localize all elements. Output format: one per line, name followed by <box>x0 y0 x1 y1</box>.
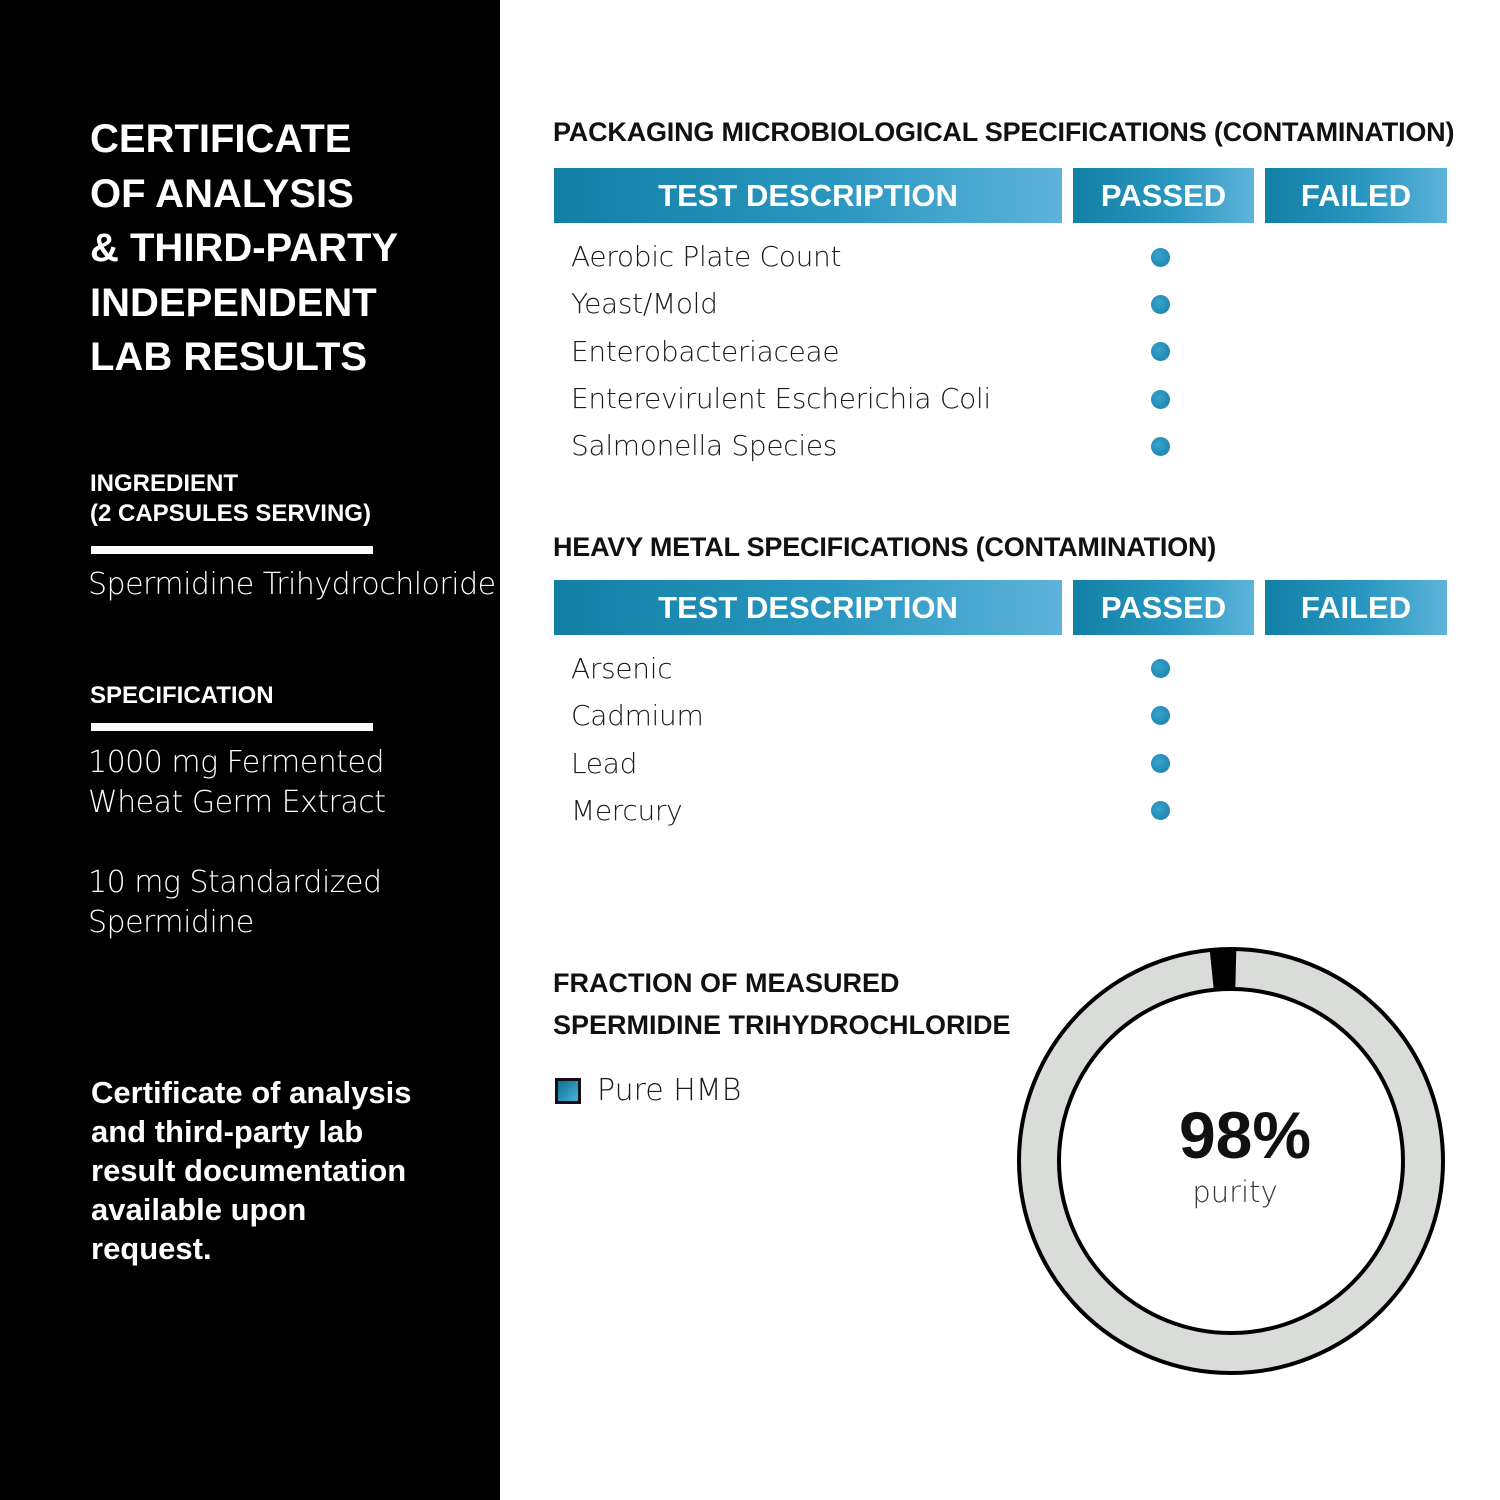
passed-dot-icon <box>1151 342 1170 361</box>
micro-header-passed: PASSED <box>1073 168 1254 223</box>
availability-note <box>91 1073 471 1268</box>
note-line: available upon <box>91 1192 307 1227</box>
note-line: request. <box>91 1231 212 1266</box>
specification-value-1 <box>88 743 386 823</box>
specification-value-2 <box>88 863 382 943</box>
fraction-title-line: SPERMIDINE TRIHYDROCHLORIDE <box>553 1010 1011 1040</box>
specification-line: 10 mg Standardized <box>88 865 382 900</box>
specification-line: Spermidine <box>88 905 254 940</box>
note-line: result documentation <box>91 1153 407 1188</box>
specification-line: Wheat Germ Extract <box>88 785 386 820</box>
micro-row-label: Aerobic Plate Count <box>571 240 842 273</box>
passed-dot-icon <box>1151 706 1170 725</box>
title-line: & THIRD-PARTY <box>90 226 399 270</box>
purity-caption: purity <box>1192 1175 1278 1209</box>
title-line: INDEPENDENT <box>90 280 377 325</box>
legend-label: Pure HMB <box>597 1073 742 1108</box>
metal-row-label: Lead <box>571 747 638 780</box>
heavy-metal-title: HEAVY METAL SPECIFICATIONS (CONTAMINATION) <box>553 532 1217 562</box>
metal-header-failed: FAILED <box>1265 580 1447 635</box>
micro-header-description: TEST DESCRIPTION <box>554 168 1062 223</box>
ingredient-heading <box>90 469 371 529</box>
specification-heading: SPECIFICATION <box>90 682 274 709</box>
passed-dot-icon <box>1151 390 1170 409</box>
legend-swatch <box>555 1078 581 1104</box>
passed-dot-icon <box>1151 437 1170 456</box>
micro-row-label: Enterobacteriaceae <box>571 335 840 368</box>
title-line: CERTIFICATE <box>90 117 352 161</box>
microbiological-title: PACKAGING MICROBIOLOGICAL SPECIFICATIONS (CONTAMINATION) <box>553 117 1455 147</box>
fraction-title <box>553 962 1011 1046</box>
passed-dot-icon <box>1151 754 1170 773</box>
specification-line: 1000 mg Fermented <box>88 745 384 780</box>
metal-row-label: Cadmium <box>571 699 704 732</box>
micro-row-label: Salmonella Species <box>571 429 838 462</box>
ingredient-heading-line: (2 CAPSULES SERVING) <box>90 500 371 527</box>
micro-header-failed: FAILED <box>1265 168 1447 223</box>
title-line: LAB RESULTS <box>90 335 368 379</box>
certificate-title <box>90 112 490 385</box>
micro-row-label: Yeast/Mold <box>571 287 718 320</box>
ingredient-value: Spermidine Trihydrochloride <box>88 567 496 602</box>
metal-header-description: TEST DESCRIPTION <box>554 580 1062 635</box>
metal-row-label: Mercury <box>571 794 683 827</box>
purity-value: 98% <box>1178 1098 1312 1172</box>
passed-dot-icon <box>1151 295 1170 314</box>
passed-dot-icon <box>1151 801 1170 820</box>
metal-header-passed: PASSED <box>1073 580 1254 635</box>
passed-dot-icon <box>1151 659 1170 678</box>
specification-divider <box>91 723 373 731</box>
donut-slice-remainder <box>1210 949 1237 990</box>
passed-dot-icon <box>1151 248 1170 267</box>
ingredient-divider <box>91 546 373 554</box>
ingredient-heading-line: INGREDIENT <box>90 470 239 497</box>
note-line: Certificate of analysis <box>91 1075 412 1110</box>
left-panel <box>0 0 500 1500</box>
note-line: and third-party lab <box>91 1114 364 1149</box>
metal-row-label: Arsenic <box>571 652 673 685</box>
fraction-title-line: FRACTION OF MEASURED <box>553 968 900 998</box>
title-line: OF ANALYSIS <box>90 171 354 216</box>
micro-row-label: Enterevirulent Escherichia Coli <box>571 382 991 415</box>
